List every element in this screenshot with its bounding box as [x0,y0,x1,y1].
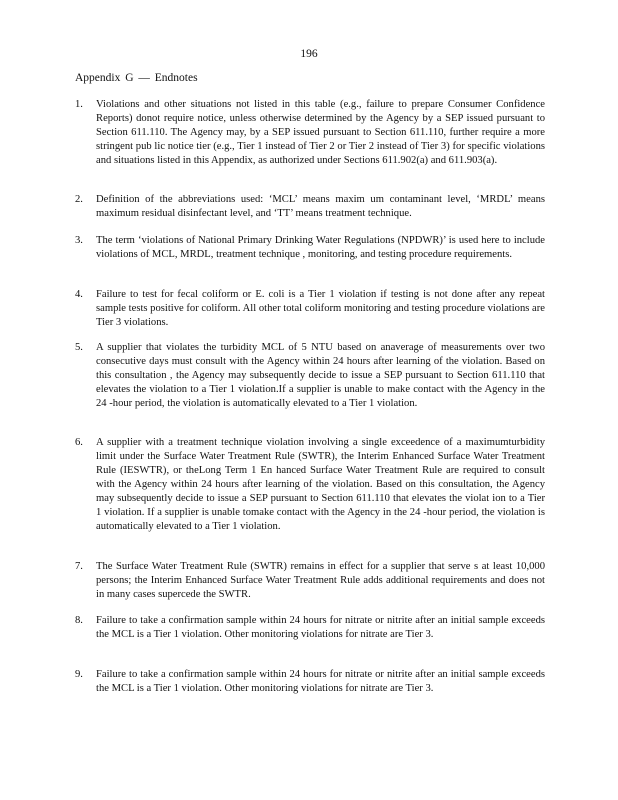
endnote-text: Failure to take a confirmation sample within 24 hours for nitrate or nitrite after an initial sample exceeds the MCL is a Tier 1 violation. Other monitoring violations for nitrate are Tier 3. [96,615,545,640]
endnote-text: Violations and other situations not listed in this table (e.g., failure to prepare Consumer Confidence Reports) donot require notice, unless otherwise determined by the Agency by a SEP issued pursuant to Section 611.110. The Agency may, by a SEP issued pursuant to Section 611.110, further require a more stringent pub lic notice tier (e.g., Tier 1 instead of Tier 2 or Tier 2 instead of Tier 3) for specific violations and situations listed in this Appendix, as authorized under Sections 611.902(a) and 611.903(a). [96,99,545,166]
endnote-number: 9. [75,669,83,680]
endnote-2 [75,193,545,221]
endnote-8 [75,614,545,642]
endnote-text: Failure to take a confirmation sample within 24 hours for nitrate or nitrite after an initial sample exceeds the MCL is a Tier 1 violation. Other monitoring violations for nitrate are Tier 3. [96,669,545,694]
endnote-1 [75,98,545,168]
endnote-text: The term ‘violations of National Primary Drinking Water Regulations (NPDWR)’ is used here to include violations of MCL, MRDL, treatment technique , monitoring, and testing procedure requirements. [96,235,545,260]
endnote-text: Definition of the abbreviations used: ‘MCL’ means maxim um contaminant level, ‘MRDL’ means maximum residual disinfectant level, and ‘TT’ means treatment technique. [96,194,545,219]
endnote-number: 8. [75,615,83,626]
endnote-5 [75,341,545,411]
section-heading: Appendix G — Endnotes [75,72,198,84]
endnote-number: 3. [75,235,83,246]
endnote-number: 1. [75,99,83,110]
endnote-text: The Surface Water Treatment Rule (SWTR) remains in effect for a supplier that serve s at least 10,000 persons; the Interim Enhanced Surface Water Treatment Rule adds additional requirements and does not in many cases supercede the SWTR. [96,561,545,600]
endnote-3 [75,234,545,262]
endnote-text: A supplier with a treatment technique violation involving a single exceedence of a maximumturbidity limit under the Surface Water Treatment Rule (SWTR), the Interim Enhanced Surface Water Treatment Rule (IESWTR), or theLong Term 1 En hanced Surface Water Treatment Rule are required to consult with the Agency within 24 hours after learning of the violation. Based on this consultation, the Agency may subsequently decide to issue a SEP pursuant to Section 611.110 that elevates the violat ion to a Tier 1 violation. If a supplier is unable tomake contact with the Agency in the 24 -hour period, the violation is automatically elevated to a Tier 1 violation. [96,437,545,532]
endnote-text: Failure to test for fecal coliform or E. coli is a Tier 1 violation if testing is not done after any repeat sample tests positive for coliform. All other total coliform monitoring and testing procedure violations are Tier 3 violations. [96,289,545,328]
endnote-number: 2. [75,194,83,205]
endnote-7 [75,560,545,602]
endnote-number: 7. [75,561,83,572]
endnote-number: 4. [75,289,83,300]
endnote-number: 6. [75,437,83,448]
endnote-9 [75,668,545,696]
endnote-number: 5. [75,342,83,353]
endnote-text: A supplier that violates the turbidity MCL of 5 NTU based on anaverage of measurements over two consecutive days must consult with the Agency within 24 hours after learning of the violation. Based on this consultation , the Agency may subsequently decide to issue a SEP pursuant to Section 611.110 that elevates the violation to a Tier 1 violation.If a supplier is unable to make contact with the Agency in the 24 -hour period, the violation is automatically elevated to a Tier 1 violation. [96,342,545,409]
page-number: 196 [300,48,318,60]
endnote-6 [75,436,545,534]
endnote-4 [75,288,545,330]
